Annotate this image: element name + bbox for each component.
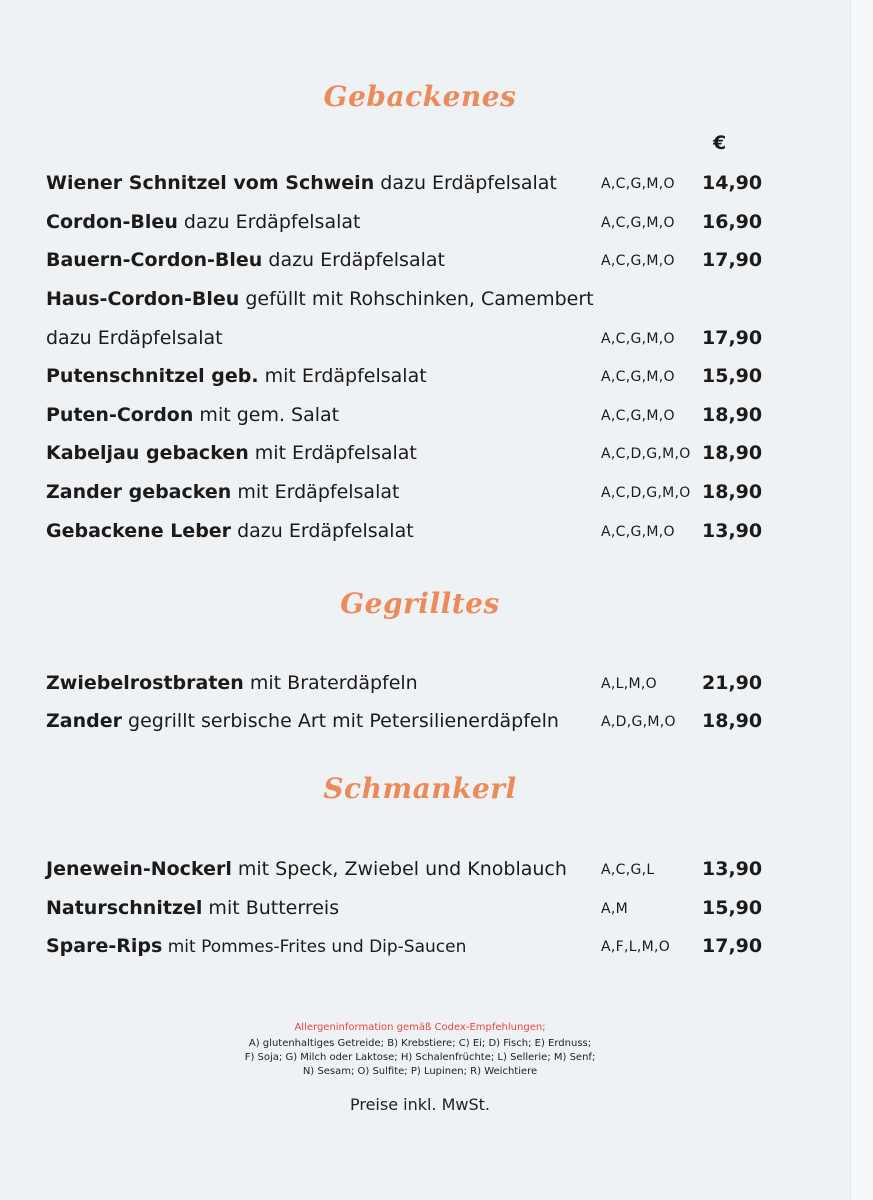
dish-name: Gebackene Leber xyxy=(46,520,232,542)
dish-price: 13,90 xyxy=(702,520,763,542)
price-note: Preise inkl. MwSt. xyxy=(349,1095,491,1114)
dish-text xyxy=(46,897,339,919)
allergen-codes: A,C,D,G,M,O xyxy=(601,446,691,462)
allergen-codes: A,D,G,M,O xyxy=(601,714,676,730)
menu-item xyxy=(46,858,766,888)
allergen-codes: A,F,L,M,O xyxy=(601,939,671,955)
menu-item xyxy=(46,520,766,550)
menu-item xyxy=(46,481,766,511)
dish-text xyxy=(46,442,417,464)
dish-description: mit Braterdäpfeln xyxy=(243,672,418,694)
menu-item xyxy=(46,249,766,279)
dish-name: Haus-Cordon-Bleu xyxy=(46,288,240,310)
dish-description: mit Erdäpfelsalat xyxy=(258,365,427,387)
dish-price: 13,90 xyxy=(702,858,763,880)
menu-item xyxy=(46,404,766,434)
dish-description: mit Pommes-Frites und Dip-Saucen xyxy=(162,937,467,957)
dish-text xyxy=(46,404,339,426)
dish-price: 15,90 xyxy=(702,897,763,919)
allergen-legend-line: A) glutenhaltiges Getreide; B) Krebstiere; C) Ei; D) Fisch; E) Erdnuss; xyxy=(248,1038,592,1049)
menu-item xyxy=(46,897,766,927)
menu-item xyxy=(46,710,766,740)
dish-text xyxy=(46,249,445,271)
allergen-info-title: Allergeninformation gemäß Codex-Empfehlungen; xyxy=(294,1022,546,1033)
dish-price: 16,90 xyxy=(702,211,763,233)
allergen-codes: A,C,G,M,O xyxy=(601,408,675,424)
allergen-codes: A,C,D,G,M,O xyxy=(601,485,691,501)
dish-name: Spare-Rips xyxy=(46,935,163,957)
dish-name: Putenschnitzel geb. xyxy=(46,365,259,387)
dish-description: dazu Erdäpfelsalat xyxy=(46,327,223,349)
dish-description: gefüllt mit Rohschinken, Camembert xyxy=(239,288,594,310)
allergen-codes: A,C,G,M,O xyxy=(601,253,675,269)
allergen-codes: A,C,G,L xyxy=(601,862,655,878)
section-heading-gebackenes: Gebackenes xyxy=(323,80,517,113)
dish-description: mit Butterreis xyxy=(202,897,340,919)
dish-text xyxy=(46,327,223,349)
dish-text xyxy=(46,672,418,694)
menu-item xyxy=(46,442,766,472)
menu-item xyxy=(46,935,766,965)
allergen-codes: A,C,G,M,O xyxy=(601,176,675,192)
dish-name: Naturschnitzel xyxy=(46,897,203,919)
dish-price: 18,90 xyxy=(702,481,763,503)
menu-item xyxy=(46,672,766,702)
dish-price: 18,90 xyxy=(702,710,763,732)
dish-text xyxy=(46,520,414,542)
dish-description: dazu Erdäpfelsalat xyxy=(177,211,361,233)
dish-price: 15,90 xyxy=(702,365,763,387)
allergen-codes: A,L,M,O xyxy=(601,676,657,692)
allergen-legend-line: F) Soja; G) Milch oder Laktose; H) Schalenfrüchte; L) Sellerie; M) Senf; xyxy=(244,1052,596,1063)
dish-text xyxy=(46,481,399,503)
dish-description: mit Erdäpfelsalat xyxy=(248,442,417,464)
dish-description: dazu Erdäpfelsalat xyxy=(374,172,557,194)
menu-item xyxy=(46,288,766,318)
allergen-codes: A,C,G,M,O xyxy=(601,524,675,540)
dish-text xyxy=(46,288,594,310)
menu-item xyxy=(46,172,766,202)
allergen-codes: A,M xyxy=(601,901,629,917)
dish-name: Zwiebelrostbraten xyxy=(46,672,244,694)
dish-description: dazu Erdäpfelsalat xyxy=(262,249,445,271)
dish-description: mit Erdäpfelsalat xyxy=(231,481,400,503)
dish-price: 14,90 xyxy=(702,172,763,194)
dish-text xyxy=(46,172,557,194)
dish-name: Cordon-Bleu xyxy=(46,211,178,233)
dish-description: gegrillt serbische Art mit Petersilienerdäpfeln xyxy=(121,710,559,732)
menu-item xyxy=(46,211,766,241)
dish-price: 17,90 xyxy=(702,327,763,349)
dish-text xyxy=(46,365,427,387)
dish-name: Kabeljau gebacken xyxy=(46,442,249,464)
dish-text xyxy=(46,935,466,957)
dish-description: mit gem. Salat xyxy=(193,404,340,426)
dish-name: Jenewein-Nockerl xyxy=(46,858,232,880)
menu-item xyxy=(46,365,766,395)
section-heading-gegrilltes: Gegrilltes xyxy=(340,587,500,620)
dish-name: Wiener Schnitzel vom Schwein xyxy=(46,172,375,194)
dish-name: Bauern-Cordon-Bleu xyxy=(46,249,263,271)
section-heading-schmankerl: Schmankerl xyxy=(323,772,517,805)
dish-price: 18,90 xyxy=(702,404,763,426)
dish-name: Puten-Cordon xyxy=(46,404,194,426)
allergen-codes: A,C,G,M,O xyxy=(601,331,675,347)
dish-name: Zander xyxy=(46,710,122,732)
dish-text xyxy=(46,211,360,233)
allergen-codes: A,C,G,M,O xyxy=(601,215,675,231)
menu-item xyxy=(46,327,766,357)
dish-price: 21,90 xyxy=(702,672,763,694)
page-edge xyxy=(850,0,873,1200)
dish-text xyxy=(46,710,559,732)
dish-description: mit Speck, Zwiebel und Knoblauch xyxy=(231,858,567,880)
dish-price: 17,90 xyxy=(702,935,763,957)
currency-label: € xyxy=(713,132,727,154)
allergen-codes: A,C,G,M,O xyxy=(601,369,675,385)
dish-description: dazu Erdäpfelsalat xyxy=(231,520,414,542)
dish-name: Zander gebacken xyxy=(46,481,232,503)
dish-price: 17,90 xyxy=(702,249,763,271)
allergen-legend-line: N) Sesam; O) Sulfite; P) Lupinen; R) Weichtiere xyxy=(302,1066,538,1077)
dish-price: 18,90 xyxy=(702,442,763,464)
dish-text xyxy=(46,858,567,880)
